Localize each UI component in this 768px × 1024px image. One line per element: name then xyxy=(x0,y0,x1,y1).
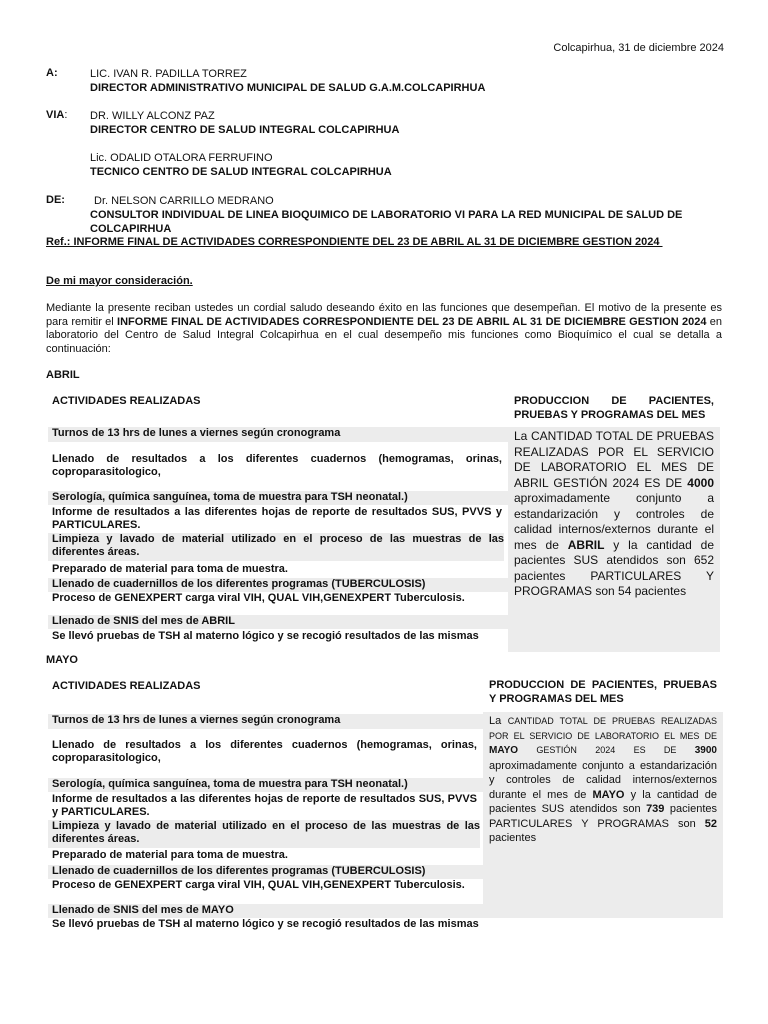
april-activity-row: Llenado de resultados a los diferentes cuadernos (hemogramas, orinas, coproparasitologico, xyxy=(52,453,502,478)
to-label: A: xyxy=(46,67,58,79)
may-activity-row: Llenado de SNIS del mes de MAYO xyxy=(48,904,484,918)
april-prod-text: y la cantidad de pacientes SUS atendidos son 652 pacientes PARTICULARES Y PROGRAMAS son 54 pacientes xyxy=(514,537,714,598)
via2-title: TECNICO CENTRO DE SALUD INTEGRAL COLCAPIRHUA xyxy=(90,166,392,178)
may-activity-row: Proceso de GENEXPERT carga viral VIH, QUAL VIH,GENEXPERT Tuberculosis. xyxy=(52,879,465,891)
via1-name: DR. WILLY ALCONZ PAZ xyxy=(90,110,215,122)
intro-bold: INFORME FINAL DE ACTIVIDADES CORRESPONDIENTE DEL 23 DE ABRIL AL 31 DE DICIEMBRE GESTION 2024 xyxy=(117,315,707,328)
may-prod-text: y la cantidad de pacientes SUS atendidos son xyxy=(489,788,717,815)
may-activity-row: Limpieza y lavado de material utilizado en el proceso de las muestras de las diferentes áreas. xyxy=(48,820,480,848)
april-activity-row: Limpieza y lavado de material utilizado en el proceso de las muestras de las diferentes áreas. xyxy=(48,533,504,561)
april-activity-row: Proceso de GENEXPERT carga viral VIH, QUAL VIH,GENEXPERT Tuberculosis. xyxy=(52,592,465,604)
via-label-group xyxy=(46,109,67,121)
to-title: DIRECTOR ADMINISTRATIVO MUNICIPAL DE SALUD G.A.M.COLCAPIRHUA xyxy=(90,82,486,94)
may-program-patients: 52 xyxy=(704,817,717,830)
from-label: DE: xyxy=(46,194,65,206)
may-col-production: PRODUCCION DE PACIENTES, PRUEBAS Y PROGRAMAS DEL MES xyxy=(489,679,717,705)
april-activity-row: Turnos de 13 hrs de lunes a viernes según cronograma xyxy=(48,427,508,442)
may-sus-patients: 739 xyxy=(646,803,665,815)
may-total-tests: 3900 xyxy=(694,745,717,756)
may-prod-text: pacientes PARTICULARES Y PROGRAMAS son xyxy=(489,803,717,830)
intro-text-2: en laboratorio del Centro de Salud Integral Colcapirhua en el cual desempeño mis funciones como Bioquímico el cual se detalla a continuación: xyxy=(46,315,723,355)
april-table xyxy=(46,386,722,652)
greeting: De mi mayor consideración. xyxy=(46,275,193,287)
may-activity-row: Llenado de resultados a los diferentes cuadernos (hemogramas, orinas, coproparasitologico, xyxy=(52,739,477,764)
may-col-activities: ACTIVIDADES REALIZADAS xyxy=(52,680,201,692)
april-activity-row: Llenado de cuadernillos de los diferentes programas (TUBERCULOSIS) xyxy=(48,578,508,592)
april-col-activities: ACTIVIDADES REALIZADAS xyxy=(52,395,201,407)
from-title-line1: CONSULTOR INDIVIDUAL DE LINEA BIOQUIMICO DE LABORATORIO VI PARA LA RED MUNICIPAL DE SALUD DE xyxy=(90,209,683,221)
section-title-april: ABRIL xyxy=(46,369,80,381)
april-activity-row: Se llevó pruebas de TSH al materno lógico y se recogió resultados de las mismas xyxy=(52,630,479,642)
april-activity-row: Preparado de material para toma de muestra. xyxy=(52,563,288,575)
may-activity-row: Serología, química sanguínea, toma de muestra para TSH neonatal.) xyxy=(48,778,484,792)
from-name: Dr. NELSON CARRILLO MEDRANO xyxy=(94,195,274,207)
from-title-line2: COLCAPIRHUA xyxy=(90,223,172,235)
may-prod-text: aproximadamente conjunto a estandarización y controles de calidad internos/externos durante el mes de xyxy=(489,759,717,801)
april-activity-row: Serología, química sanguínea, toma de muestra para TSH neonatal.) xyxy=(48,491,508,505)
section-title-may: MAYO xyxy=(46,654,78,666)
april-prod-text: La CANTIDAD TOTAL DE PRUEBAS REALIZADAS POR EL SERVICIO DE LABORATORIO EL MES DE ABRIL GESTIÓN 2024 ES DE xyxy=(514,429,714,490)
april-total-tests: 4000 xyxy=(687,475,714,490)
may-activity-row: Preparado de material para toma de muestra. xyxy=(52,849,288,861)
may-activity-row: Se llevó pruebas de TSH al materno lógico y se recogió resultados de las mismas xyxy=(52,918,479,930)
document-date: Colcapirhua, 31 de diciembre 2024 xyxy=(553,42,724,54)
may-prod-text: La xyxy=(489,715,508,727)
april-production-summary xyxy=(508,427,720,652)
intro-text-1: Mediante la presente reciban ustedes un cordial saludo deseando éxito en las funciones que desempeñan. El motivo de la presente es para remitir el xyxy=(46,302,722,328)
april-activity-row: Llenado de SNIS del mes de ABRIL xyxy=(48,615,508,629)
to-name: LIC. IVAN R. PADILLA TORREZ xyxy=(90,68,247,80)
may-production-summary xyxy=(483,712,723,918)
via1-title: DIRECTOR CENTRO DE SALUD INTEGRAL COLCAPIRHUA xyxy=(90,124,400,136)
may-activity-row: Llenado de cuadernillos de los diferentes programas (TUBERCULOSIS) xyxy=(48,865,484,879)
april-prod-text: aproximadamente conjunto a estandarización y controles de calidad internos/externos durante el mes de xyxy=(514,491,714,552)
may-table xyxy=(46,671,724,941)
intro-paragraph xyxy=(46,302,722,356)
april-month: ABRIL xyxy=(567,537,605,552)
may-activity-row: Informe de resultados a las diferentes hojas de reporte de resultados SUS, PVVS y PARTICULARES. xyxy=(52,793,477,818)
reference-line: Ref.: INFORME FINAL DE ACTIVIDADES CORRESPONDIENTE DEL 23 DE ABRIL AL 31 DE DICIEMBRE GESTION 2024 xyxy=(46,236,663,248)
via-label: VIA xyxy=(46,109,65,121)
may-prod-text: pacientes xyxy=(489,832,537,844)
april-activity-row: Informe de resultados a las diferentes hojas de reporte de resultados SUS, PVVS y PARTICULARES. xyxy=(52,506,502,531)
via-colon: : xyxy=(64,109,68,121)
april-col-production: PRODUCCION DE PACIENTES, PRUEBAS Y PROGRAMAS DEL MES xyxy=(514,395,714,421)
may-month: MAYO xyxy=(592,788,625,801)
may-prod-small-text: GESTIÓN 2024 ES DE xyxy=(518,745,695,755)
via2-name: Lic. ODALID OTALORA FERRUFINO xyxy=(90,152,273,164)
may-activity-row: Turnos de 13 hrs de lunes a viernes según cronograma xyxy=(48,714,484,729)
may-prod-small-text: CANTIDAD TOTAL DE PRUEBAS REALIZADAS POR EL SERVICIO DE LABORATORIO EL MES DE xyxy=(489,716,717,741)
may-month: MAYO xyxy=(489,745,519,756)
